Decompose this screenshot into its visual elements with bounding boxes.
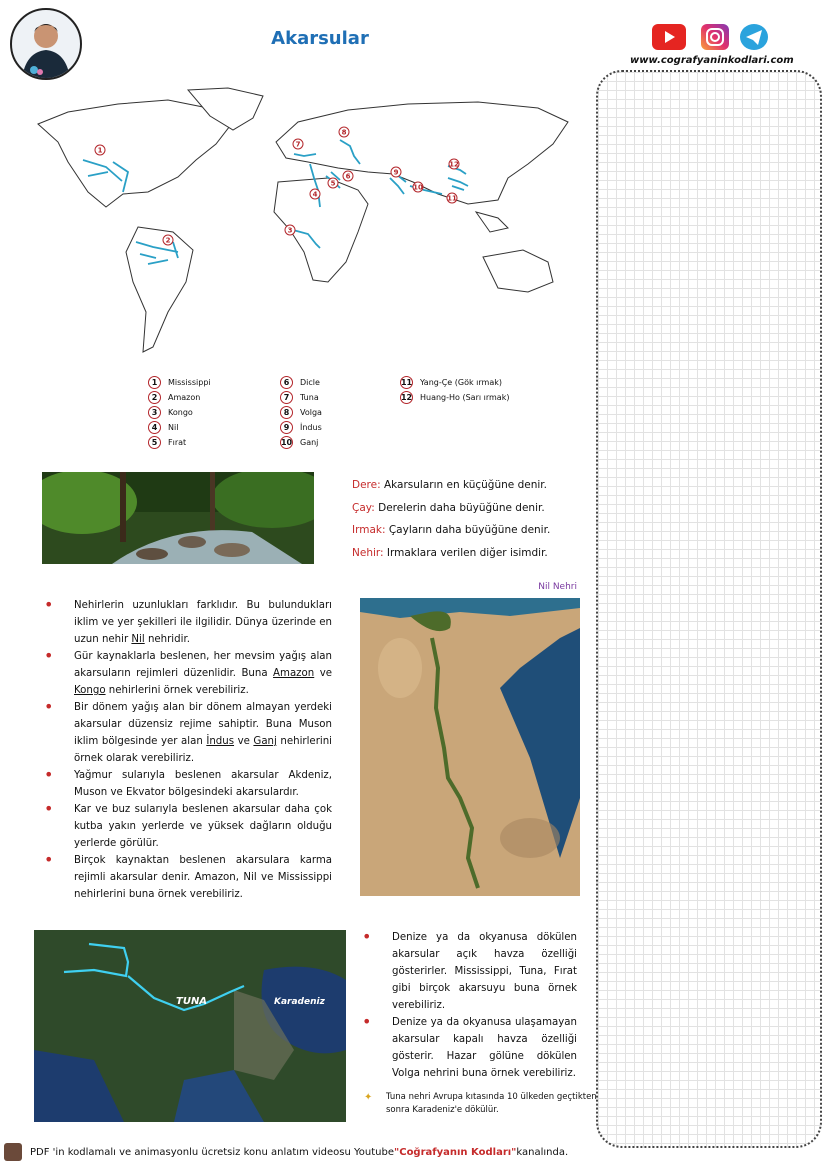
- pin-icon: ✦: [364, 1092, 373, 1103]
- svg-text:12: 12: [449, 160, 459, 169]
- legend-item: 5 Fırat: [148, 435, 211, 450]
- notes-grid: [596, 70, 822, 1148]
- legend-item: 12 Huang-Ho (Sarı ırmak): [400, 393, 510, 402]
- definition-cay: Çay: Derelerin daha büyüğüne denir.: [352, 501, 545, 514]
- list-item: • Kar ve buz sularıyla beslenen akarsular daha çok kutba yakın yerlerde ve yüksek dağların olduğu yerlerde görülür.: [44, 801, 332, 852]
- river-facts-list: [44, 597, 332, 903]
- page-title: Akarsular: [271, 28, 369, 49]
- list-item: • Nehirlerin uzunlukları farklıdır. Bu bulundukları iklim ve yer şekilleri ile ilgilidir. Dünya üzerinde en uzun nehir Nil nehridir.: [44, 597, 332, 648]
- world-rivers-map: [28, 82, 583, 367]
- youtube-icon[interactable]: [652, 24, 686, 50]
- website-link[interactable]: www.cografyaninkodlari.com: [630, 55, 794, 66]
- list-item: • Bir dönem yağış alan bir dönem almayan yerdeki akarsular düzensiz rejime sahiptir. Buna Muson iklim bölgesinde yer alan İndus ve Ganj nehirlerini örnek olarak verebiliriz.: [44, 699, 332, 767]
- legend-col-2: [280, 375, 322, 450]
- creek-photo: [42, 472, 314, 564]
- svg-text:8: 8: [341, 128, 347, 137]
- svg-text:9: 9: [393, 168, 399, 177]
- definition-irmak: Irmak: Çayların daha büyüğüne denir.: [352, 524, 551, 536]
- basin-list: [362, 929, 577, 1082]
- tuna-note: ✦ Tuna nehri Avrupa kıtasında 10 ülkeden geçtikten sonra Karadeniz'e dökülür.: [364, 1092, 597, 1115]
- telegram-icon[interactable]: [740, 24, 768, 50]
- legend-item: 7 Tuna: [280, 390, 322, 405]
- legend-item: 1 Mississippi: [148, 375, 211, 390]
- legend-item: 8 Volga: [280, 405, 322, 420]
- svg-text:6: 6: [345, 172, 351, 181]
- legend-col-1: [148, 375, 211, 450]
- definitions: [352, 474, 577, 564]
- legend-item: 9 İndus: [280, 420, 322, 435]
- legend-item: 3 Kongo: [148, 405, 211, 420]
- svg-text:11: 11: [447, 194, 457, 203]
- karadeniz-label: Karadeniz: [274, 997, 325, 1007]
- legend-item: 10 Ganj: [280, 438, 319, 447]
- legend-item: 2 Amazon: [148, 390, 211, 405]
- definition-nehir: Nehir: Irmaklara verilen diğer isimdir.: [352, 546, 548, 559]
- list-item: • Denize ya da okyanusa ulaşamayan akarsular kapalı havza özelliği gösterir. Hazar gölüne dökülen Volga nehrini buna örnek verebiliriz.: [362, 1014, 577, 1082]
- list-item: • Birçok kaynaktan beslenen akarsulara karma rejimli akarsular denir. Amazon, Nil ve Mississippi nehirlerini buna örnek verebiliriz.: [44, 852, 332, 903]
- legend-col-3: [400, 375, 509, 405]
- nile-caption: Nil Nehri: [538, 582, 577, 592]
- instagram-icon[interactable]: [701, 24, 729, 50]
- legend-item: 6 Dicle: [280, 375, 322, 390]
- svg-text:10: 10: [413, 183, 423, 192]
- legend-item: 11 Yang-Çe (Gök ırmak): [400, 378, 502, 387]
- definition-dere: Dere: Akarsuların en küçüğüne denir.: [352, 479, 547, 491]
- nile-satellite-image: [360, 598, 580, 896]
- footer: PDF 'in kodlamalı ve animasyonlu ücretsiz konu anlatım videosu Youtube "Coğrafyanın Kodları" kanalında.: [4, 1142, 824, 1162]
- danube-map: [34, 930, 346, 1122]
- list-item: • Yağmur sularıyla beslenen akarsular Akdeniz, Muson ve Ekvator bölgesindeki akarsulardır.: [44, 767, 332, 801]
- legend-item: 4 Nil: [148, 420, 211, 435]
- list-item: • Denize ya da okyanusa dökülen akarsular açık havza özelliği gösterirler. Mississippi, Tuna, Fırat gibi birçok akarsuyu buna örnek verebiliriz.: [362, 929, 577, 1014]
- svg-text:3: 3: [287, 226, 293, 235]
- svg-text:2: 2: [165, 236, 171, 245]
- svg-text:4: 4: [312, 190, 318, 199]
- list-item: • Gür kaynaklarla beslenen, her mevsim yağış alan akarsuların rejimleri düzenlidir. Buna Amazon ve Kongo nehirlerini örnek verebiliriz.: [44, 648, 332, 699]
- svg-text:5: 5: [330, 179, 336, 188]
- tuna-label: TUNA: [176, 996, 208, 1007]
- svg-text:7: 7: [295, 140, 301, 149]
- author-mini-icon: [4, 1143, 22, 1161]
- author-avatar: [10, 8, 82, 80]
- svg-text:1: 1: [97, 146, 103, 155]
